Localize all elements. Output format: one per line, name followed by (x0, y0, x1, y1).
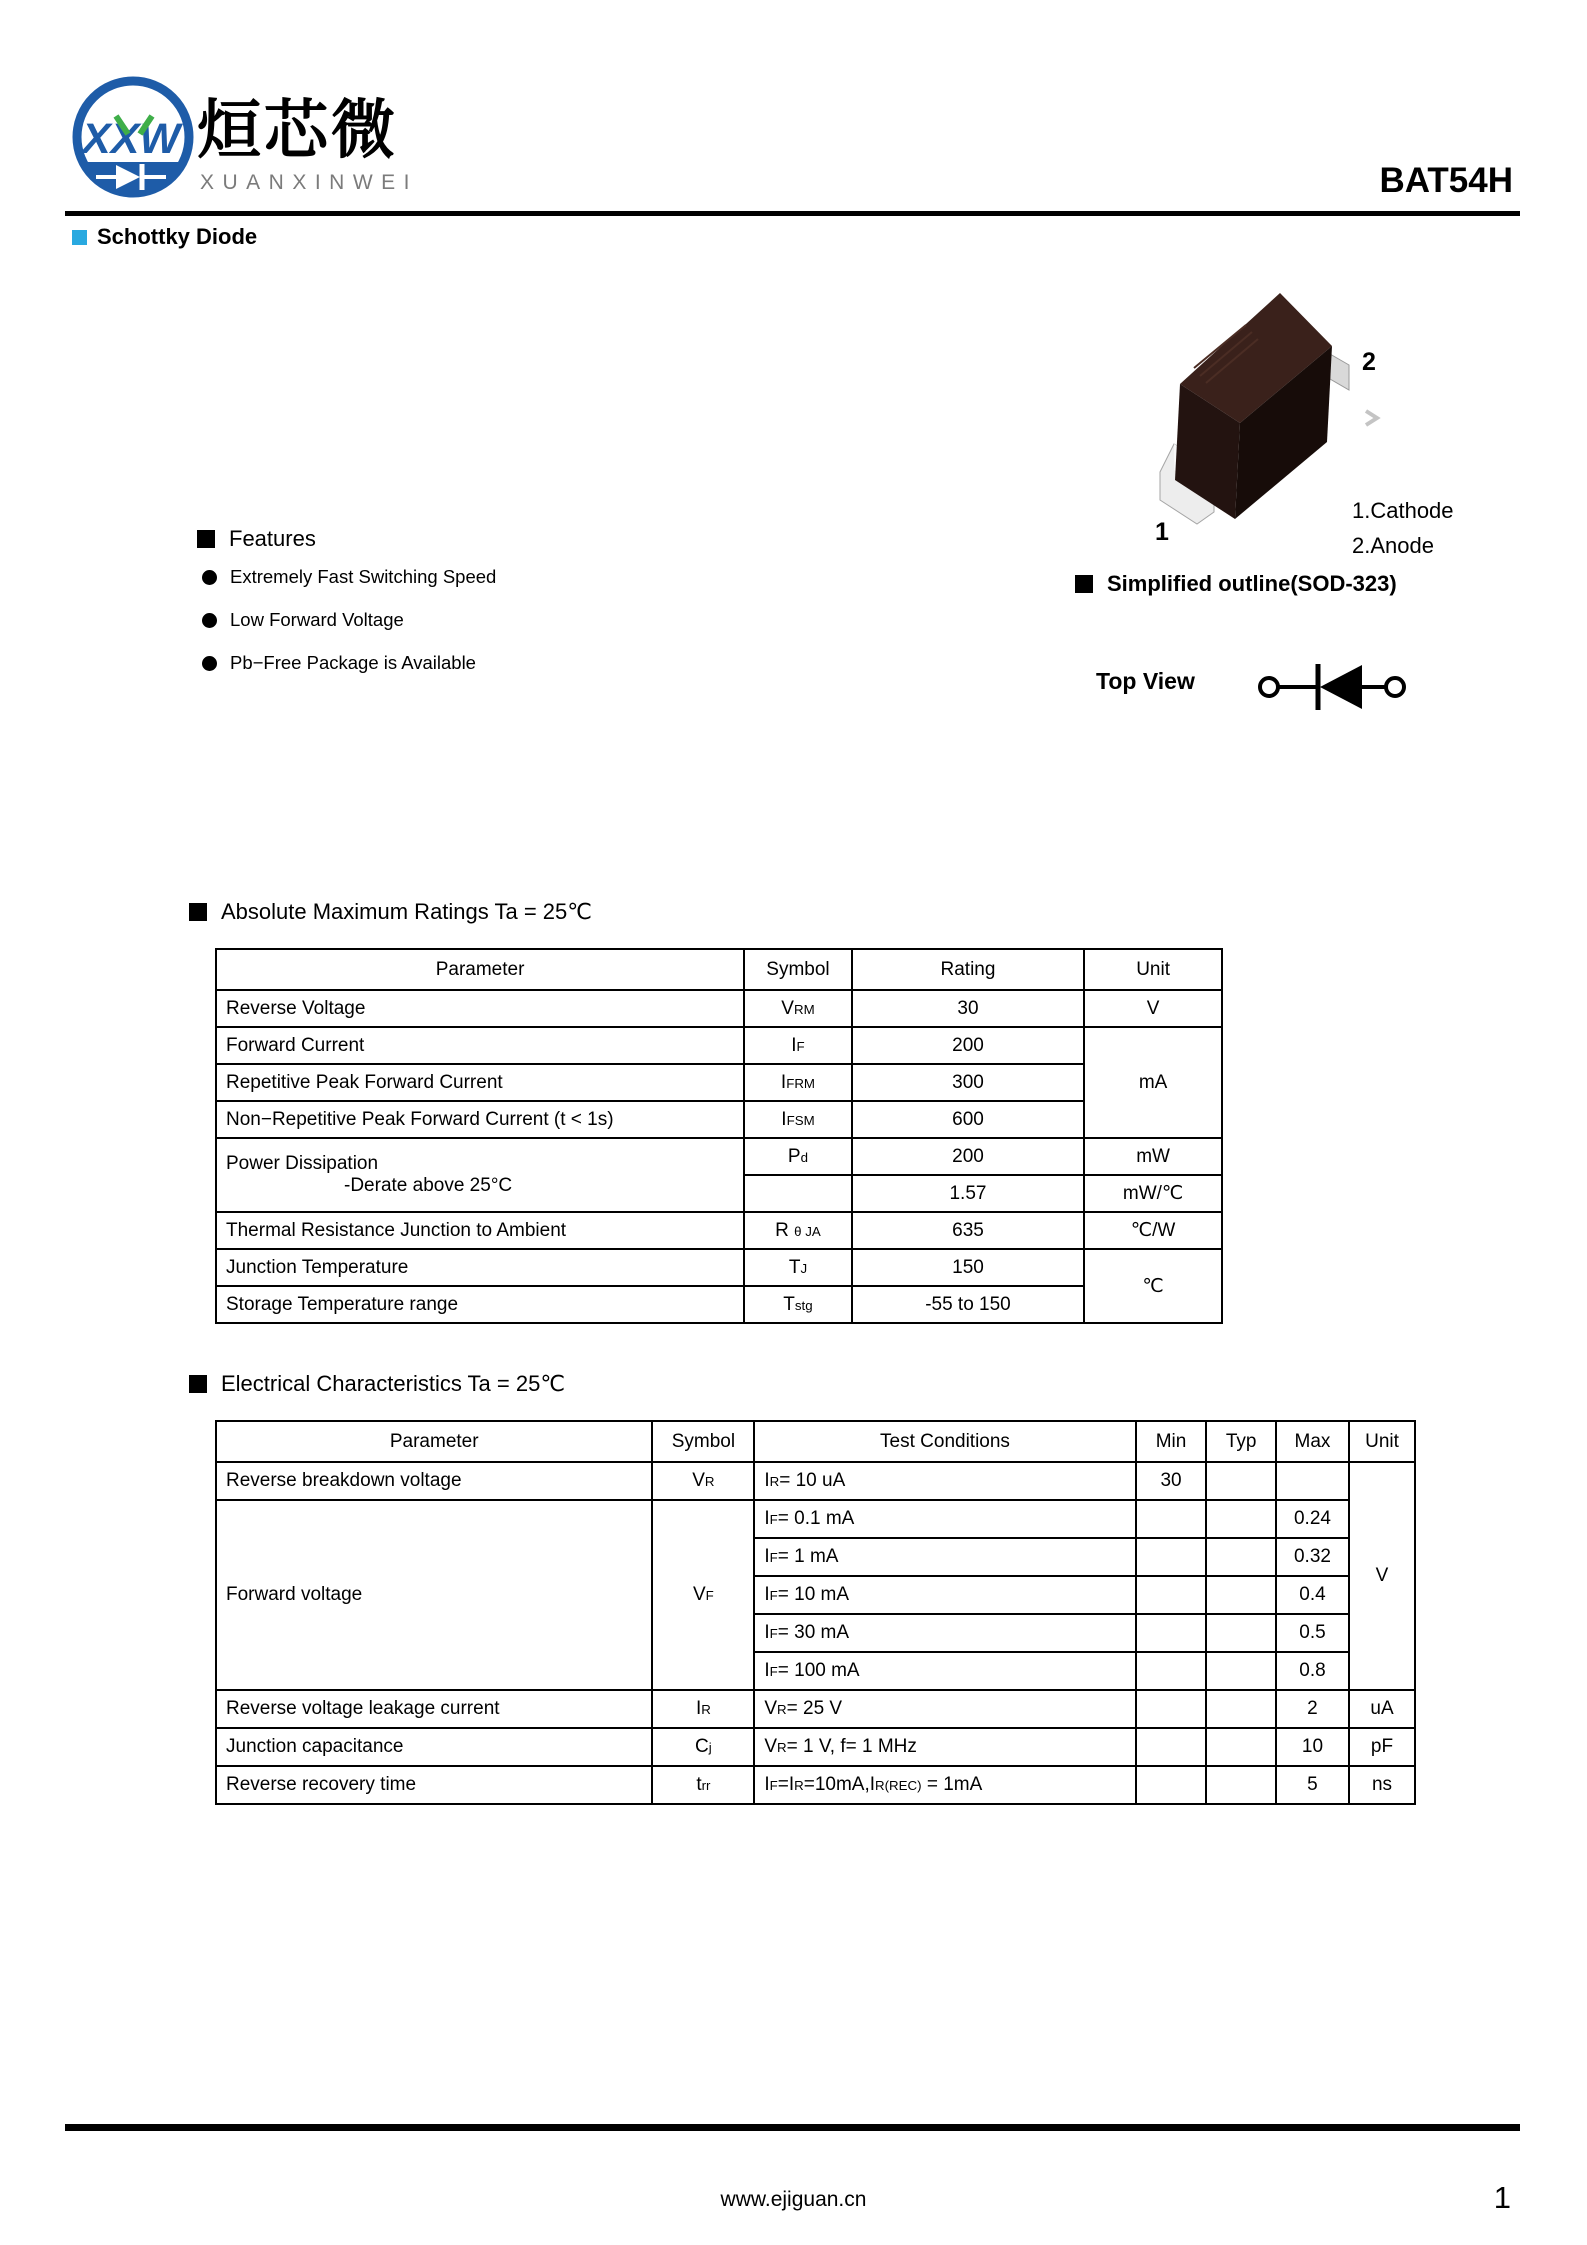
table-cell: Junction capacitance (216, 1728, 652, 1766)
table-cell: 0.32 (1276, 1538, 1349, 1576)
company-logo-icon (66, 74, 200, 204)
table-cell: IR= 10 uA (754, 1462, 1135, 1500)
table-cell: ℃/W (1084, 1212, 1222, 1249)
company-name-chinese: 烜芯微 (197, 94, 398, 166)
table-row (216, 990, 1222, 1027)
feature-item-label: Extremely Fast Switching Speed (230, 566, 497, 587)
column-header: Test Conditions (754, 1421, 1135, 1462)
table-cell: Tstg (744, 1286, 852, 1323)
table-cell: Forward voltage (216, 1500, 652, 1690)
black-square-bullet-icon (197, 530, 215, 548)
table-cell: Junction Temperature (216, 1249, 744, 1286)
product-category-label: Schottky Diode (97, 224, 258, 249)
table-cell (1206, 1462, 1276, 1500)
table-row (216, 1212, 1222, 1249)
column-header: Min (1136, 1421, 1207, 1462)
table-cell (1136, 1728, 1207, 1766)
table-cell (1206, 1538, 1276, 1576)
table-cell: mW (1084, 1138, 1222, 1175)
table-cell: V (1349, 1462, 1415, 1690)
table-cell (1276, 1462, 1349, 1500)
black-square-bullet-icon (189, 1375, 207, 1393)
table-cell: TJ (744, 1249, 852, 1286)
table-cell: IF= 100 mA (754, 1652, 1135, 1690)
table-cell (1206, 1500, 1276, 1538)
blue-square-bullet-icon (72, 230, 87, 245)
table-row (216, 1286, 1222, 1323)
table-cell (1136, 1690, 1207, 1728)
product-category (72, 224, 257, 250)
column-header: Parameter (216, 949, 744, 990)
table-header-row (216, 949, 1222, 990)
table-cell: IF (744, 1027, 852, 1064)
table-cell (1206, 1652, 1276, 1690)
table-cell: 0.24 (1276, 1500, 1349, 1538)
table-header-row (216, 1421, 1415, 1462)
table-cell (1206, 1728, 1276, 1766)
table-cell (1136, 1538, 1207, 1576)
features-heading (197, 527, 316, 551)
table-cell: 5 (1276, 1766, 1349, 1804)
feature-item (202, 652, 476, 674)
table-cell: trr (652, 1766, 754, 1804)
black-square-bullet-icon (189, 903, 207, 921)
outline-caption (1075, 572, 1397, 596)
column-header: Symbol (652, 1421, 754, 1462)
table-row (216, 1101, 1222, 1138)
table-cell: Non−Repetitive Peak Forward Current (t < 1s) (216, 1101, 744, 1138)
table-cell: 0.4 (1276, 1576, 1349, 1614)
company-name-english: XUANXINWEI (200, 171, 419, 194)
table-row (216, 1462, 1415, 1500)
table-cell: IFRM (744, 1064, 852, 1101)
table-row (216, 1064, 1222, 1101)
column-header: Parameter (216, 1421, 652, 1462)
pin2-label: 2 (1362, 348, 1376, 376)
table-cell: IFSM (744, 1101, 852, 1138)
column-header: Symbol (744, 949, 852, 990)
table-cell (744, 1175, 852, 1212)
table-cell (1136, 1766, 1207, 1804)
table-cell: Forward Current (216, 1027, 744, 1064)
table-row (216, 1249, 1222, 1286)
table-cell (1206, 1614, 1276, 1652)
table-cell: mW/℃ (1084, 1175, 1222, 1212)
table-cell: V (1084, 990, 1222, 1027)
table-cell: IR (652, 1690, 754, 1728)
table-cell: VR= 25 V (754, 1690, 1135, 1728)
footer-divider (65, 2124, 1520, 2131)
table-cell: 0.8 (1276, 1652, 1349, 1690)
table-cell: R θ JA (744, 1212, 852, 1249)
table-cell: 0.5 (1276, 1614, 1349, 1652)
table-row (216, 1728, 1415, 1766)
electrical-heading-label: Electrical Characteristics Ta = 25℃ (221, 1371, 566, 1396)
table-cell: Thermal Resistance Junction to Ambient (216, 1212, 744, 1249)
column-header: Max (1276, 1421, 1349, 1462)
table-cell: ℃ (1084, 1249, 1222, 1323)
bullet-dot-icon (202, 656, 217, 671)
pin1-description: 1.Cathode (1352, 498, 1454, 523)
features-heading-label: Features (229, 526, 316, 551)
table-cell (1206, 1766, 1276, 1804)
table-cell: 30 (852, 990, 1084, 1027)
feature-item (202, 566, 496, 588)
electrical-heading (189, 1372, 565, 1396)
feature-item-label: Low Forward Voltage (230, 609, 404, 630)
table-cell: 300 (852, 1064, 1084, 1101)
table-cell (1206, 1576, 1276, 1614)
table-cell: 30 (1136, 1462, 1207, 1500)
table-cell: Storage Temperature range (216, 1286, 744, 1323)
electrical-characteristics-table (215, 1420, 1416, 1805)
table-cell: Power Dissipation -Derate above 25°C (216, 1138, 744, 1212)
abs-max-heading-label: Absolute Maximum Ratings Ta = 25℃ (221, 899, 592, 924)
table-cell: uA (1349, 1690, 1415, 1728)
table-cell: VR (652, 1462, 754, 1500)
column-header: Rating (852, 949, 1084, 990)
table-cell: IF= 0.1 mA (754, 1500, 1135, 1538)
table-cell (1136, 1576, 1207, 1614)
table-cell: 150 (852, 1249, 1084, 1286)
table-cell: Reverse voltage leakage current (216, 1690, 652, 1728)
table-cell: 10 (1276, 1728, 1349, 1766)
bullet-dot-icon (202, 613, 217, 628)
gray-arrow-artifact (1363, 408, 1381, 428)
table-cell: IF= 30 mA (754, 1614, 1135, 1652)
table-cell: IF= 10 mA (754, 1576, 1135, 1614)
table-cell: VRM (744, 990, 852, 1027)
table-row (216, 1500, 1415, 1538)
header-divider (65, 211, 1520, 216)
table-cell: 2 (1276, 1690, 1349, 1728)
table-cell: VF (652, 1500, 754, 1690)
table-cell: 200 (852, 1027, 1084, 1064)
pin1-label: 1 (1155, 518, 1169, 546)
outline-caption-label: Simplified outline(SOD-323) (1107, 571, 1397, 596)
black-square-bullet-icon (1075, 575, 1093, 593)
table-cell: 1.57 (852, 1175, 1084, 1212)
table-cell: pF (1349, 1728, 1415, 1766)
page-number: 1 (1493, 2180, 1511, 2215)
table-cell: ns (1349, 1766, 1415, 1804)
table-row (216, 1027, 1222, 1064)
table-cell (1136, 1500, 1207, 1538)
abs-max-heading (189, 900, 592, 924)
footer-website: www.ejiguan.cn (720, 2188, 867, 2211)
table-cell: 600 (852, 1101, 1084, 1138)
table-cell (1206, 1690, 1276, 1728)
diode-schematic-symbol (1252, 656, 1412, 718)
table-cell: 635 (852, 1212, 1084, 1249)
table-cell: VR= 1 V, f= 1 MHz (754, 1728, 1135, 1766)
table-cell: Cj (652, 1728, 754, 1766)
table-cell (1136, 1652, 1207, 1690)
svg-text:XXW: XXW (82, 115, 180, 163)
absolute-maximum-ratings-table (215, 948, 1223, 1324)
column-header: Typ (1206, 1421, 1276, 1462)
table-cell: 200 (852, 1138, 1084, 1175)
table-cell: Pd (744, 1138, 852, 1175)
table-cell: mA (1084, 1027, 1222, 1138)
pin2-description: 2.Anode (1352, 533, 1434, 558)
table-row (216, 1766, 1415, 1804)
top-view-label: Top View (1096, 668, 1195, 694)
column-header: Unit (1084, 949, 1222, 990)
table-cell: Reverse breakdown voltage (216, 1462, 652, 1500)
part-number: BAT54H (1379, 161, 1513, 200)
table-cell: Reverse recovery time (216, 1766, 652, 1804)
table-cell: Reverse Voltage (216, 990, 744, 1027)
table-row (216, 1138, 1222, 1175)
feature-item-label: Pb−Free Package is Available (230, 652, 476, 673)
column-header: Unit (1349, 1421, 1415, 1462)
table-cell: IF=IR=10mA,IR(REC) = 1mA (754, 1766, 1135, 1804)
table-cell: Repetitive Peak Forward Current (216, 1064, 744, 1101)
feature-item (202, 609, 404, 631)
bullet-dot-icon (202, 570, 217, 585)
table-cell (1136, 1614, 1207, 1652)
table-cell: IF= 1 mA (754, 1538, 1135, 1576)
package-3d-illustration (1118, 268, 1358, 553)
table-cell: -55 to 150 (852, 1286, 1084, 1323)
table-row (216, 1690, 1415, 1728)
